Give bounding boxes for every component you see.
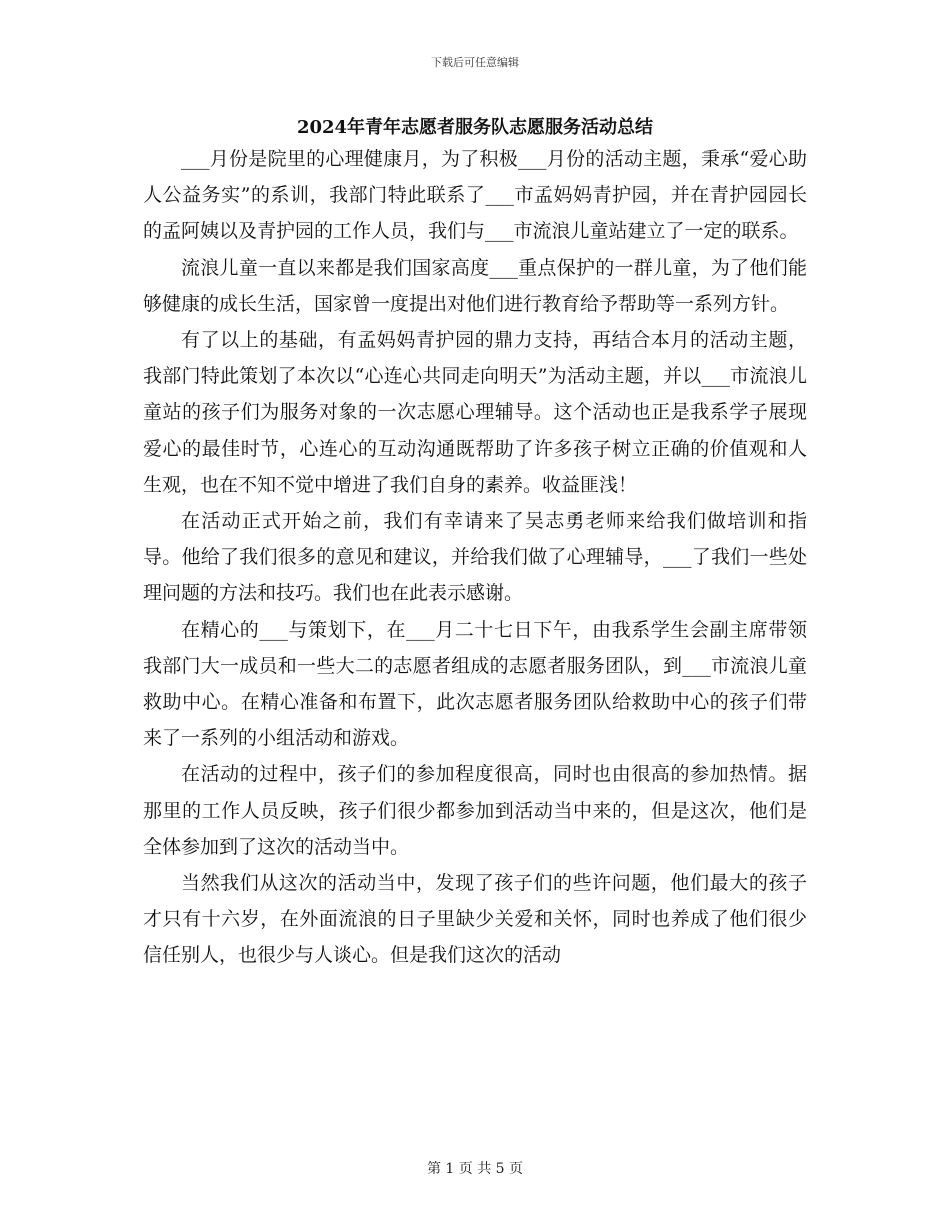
paragraph-2: 流浪儿童一直以来都是我们国家高度___重点保护的一群儿童，为了他们能够健康的成长生活，国家曾一度提出对他们进行教育给予帮助等一系列方针。 xyxy=(143,256,807,315)
document-title: 2024年青年志愿者服务队志愿服务活动总结 xyxy=(296,117,654,138)
paragraph-3: 有了以上的基础，有孟妈妈青护园的鼎力支持，再结合本月的活动主题，我部门特此策划了本次以“心连心共同走向明天”为活动主题，并以___市流浪儿童站的孩子们为服务对象的一次志愿心理辅导。这个活动也正是我系学子展现爱心的最佳时节，心连心的互动沟通既帮助了许多孩子树立正确的价值观和人生观，也在不知不觉中增进了我们自身的素养。收益匪浅！ xyxy=(143,329,807,496)
paragraph-4: 在活动正式开始之前，我们有幸请来了吴志勇老师来给我们做培训和指导。他给了我们很多的意见和建议，并给我们做了心理辅导，___了我们一些处理问题的方法和技巧。我们也在此表示感谢。 xyxy=(143,510,807,605)
paragraph-7: 当然我们从这次的活动当中，发现了孩子们的些许问题，他们最大的孩子才只有十六岁，在外面流浪的日子里缺少关爱和关怀，同时也养成了他们很少信任别人，也很少与人谈心。但是我们这次的活动 xyxy=(143,872,807,967)
page-footer: 第 1 页 共 5 页 xyxy=(426,1161,524,1177)
document-body xyxy=(143,141,807,974)
paragraph-5: 在精心的___与策划下，在___月二十七日下午，由我系学生会副主席带领我部门大一成员和一些大二的志愿者组成的志愿者服务团队，到___市流浪儿童救助中心。在精心准备和布置下，此次志愿者服务团队给救助中心的孩子们带来了一系列的小组活动和游戏。 xyxy=(143,618,807,750)
paragraph-6: 在活动的过程中，孩子们的参加程度很高，同时也由很高的参加热情。据那里的工作人员反映，孩子们很少都参加到活动当中来的，但是这次，他们是全体参加到了这次的活动当中。 xyxy=(143,763,807,858)
header-note: 下载后可任意编辑 xyxy=(431,56,519,69)
paragraph-1: ___月份是院里的心理健康月，为了积极___月份的活动主题，秉承“爱心助人公益务实”的系训，我部门特此联系了___市孟妈妈青护园，并在青护园园长的孟阿姨以及青护园的工作人员，我们与___市流浪儿童站建立了一定的联系。 xyxy=(143,148,807,243)
